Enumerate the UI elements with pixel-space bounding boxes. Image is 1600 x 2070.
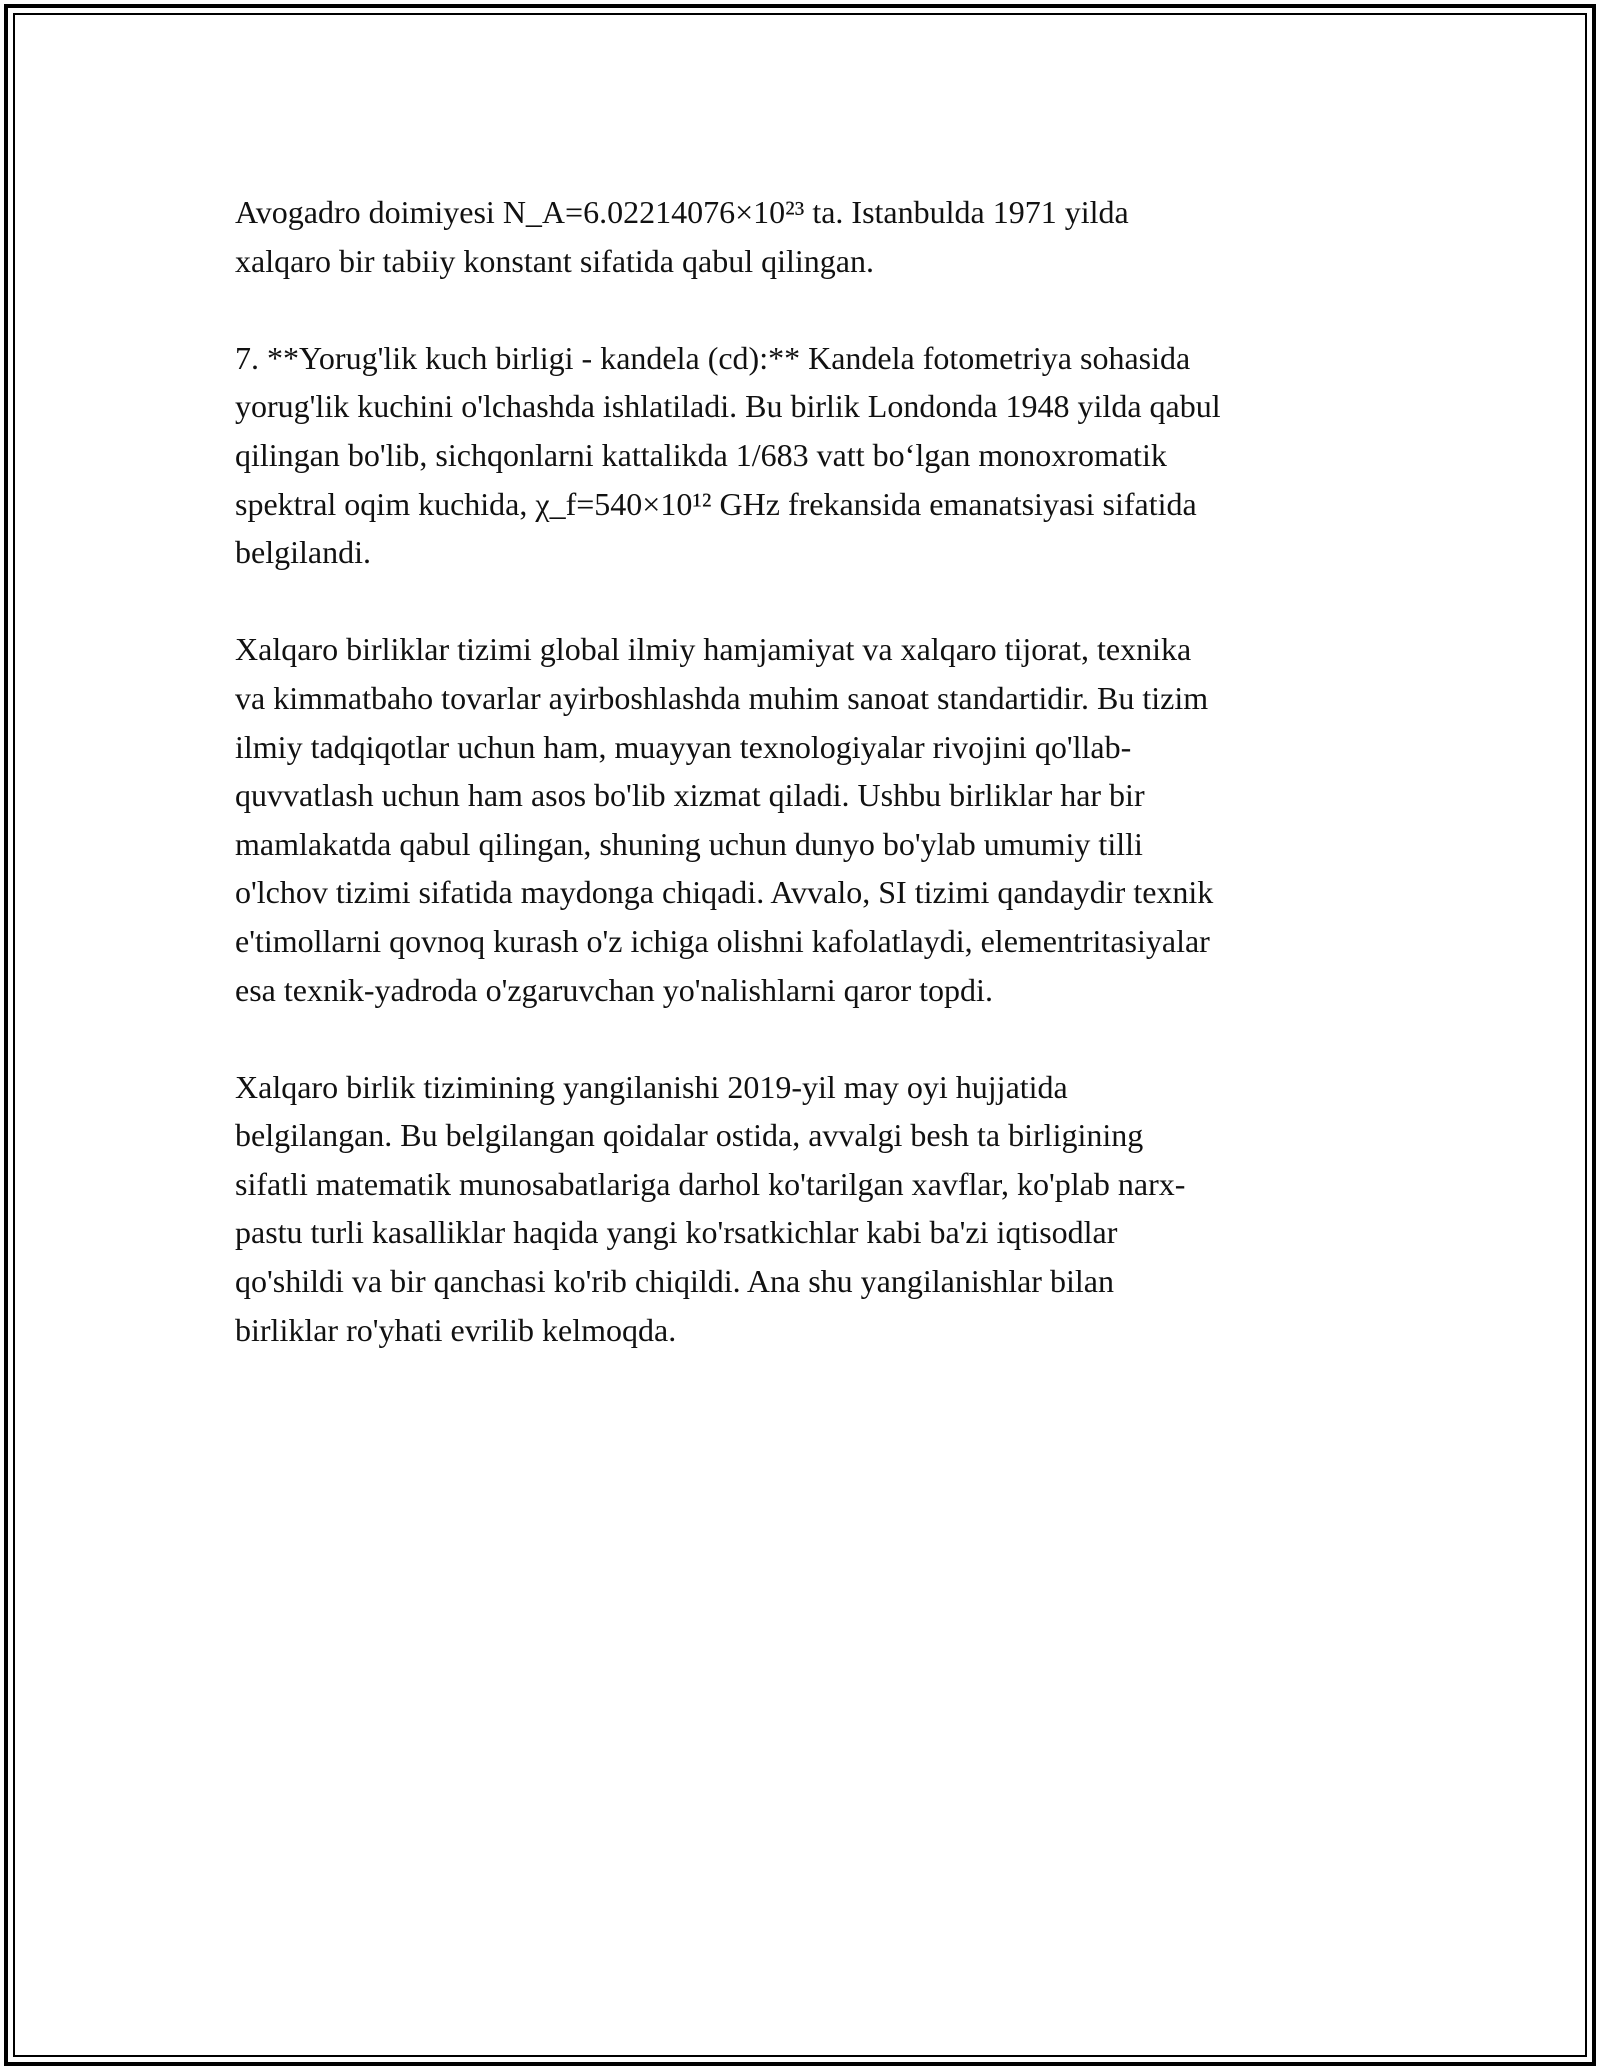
text-line: birliklar ro'yhati evrilib kelmoqda.: [235, 1311, 677, 1348]
text-line: spektral oqim kuchida, χ_f=540×10¹² GHz frekansida emanatsiyasi sifatida: [235, 485, 1197, 522]
document-body: [235, 188, 1370, 1403]
text-line: quvvatlash uchun ham asos bo'lib xizmat qiladi. Ushbu birliklar har bir: [235, 777, 1145, 814]
paragraph-si-system: [235, 625, 1370, 1014]
text-line: e'timollarni qovnoq kurash o'z ichiga olishni kafolatlaydi, elementritasiyalar: [235, 922, 1210, 959]
text-line: o'lchov tizimi sifatida maydonga chiqadi. Avvalo, SI tizimi qandaydir texnik: [235, 874, 1214, 911]
text-line: sifatli matematik munosabatlariga darhol ko'tarilgan xavflar, ko'plab narx-: [235, 1165, 1186, 1202]
text-line: belgilandi.: [235, 534, 371, 571]
text-line: 7. **Yorug'lik kuch birligi - kandela (cd):** Kandela fotometriya sohasida: [235, 339, 1191, 376]
paragraph-update-2019: [235, 1063, 1370, 1355]
paragraph-kandela: [235, 334, 1370, 577]
text-line: belgilangan. Bu belgilangan qoidalar ostida, avvalgi besh ta birligining: [235, 1117, 1144, 1154]
text-line: yorug'lik kuchini o'lchashda ishlatiladi. Bu birlik Londonda 1948 yilda qabul: [235, 388, 1221, 425]
text-line: qo'shildi va bir qanchasi ko'rib chiqildi. Ana shu yangilanishlar bilan: [235, 1263, 1114, 1300]
text-line: mamlakatda qabul qilingan, shuning uchun dunyo bo'ylab umumiy tilli: [235, 825, 1143, 862]
paragraph-avogadro: [235, 188, 1370, 285]
text-line: ilmiy tadqiqotlar uchun ham, muayyan texnologiyalar rivojini qo'llab-: [235, 728, 1132, 765]
text-line: va kimmatbaho tovarlar ayirboshlashda muhim sanoat standartidir. Bu tizim: [235, 679, 1209, 716]
text-line: xalqaro bir tabiiy konstant sifatida qabul qilingan.: [235, 242, 874, 279]
text-line: qilingan bo'lib, sichqonlarni kattalikda 1/683 vatt bo‘lgan monoxromatik: [235, 436, 1167, 473]
text-line: esa texnik-yadroda o'zgaruvchan yo'nalishlarni qaror topdi.: [235, 971, 993, 1008]
text-line: pastu turli kasalliklar haqida yangi ko'rsatkichlar kabi ba'zi iqtisodlar: [235, 1214, 1118, 1251]
text-line: Xalqaro birlik tizimining yangilanishi 2019-yil may oyi hujjatida: [235, 1068, 1068, 1105]
text-line: Xalqaro birliklar tizimi global ilmiy hamjamiyat va xalqaro tijorat, texnika: [235, 631, 1192, 668]
text-line: Avogadro doimiyesi N_A=6.02214076×10²³ ta. Istanbulda 1971 yilda: [235, 194, 1129, 230]
